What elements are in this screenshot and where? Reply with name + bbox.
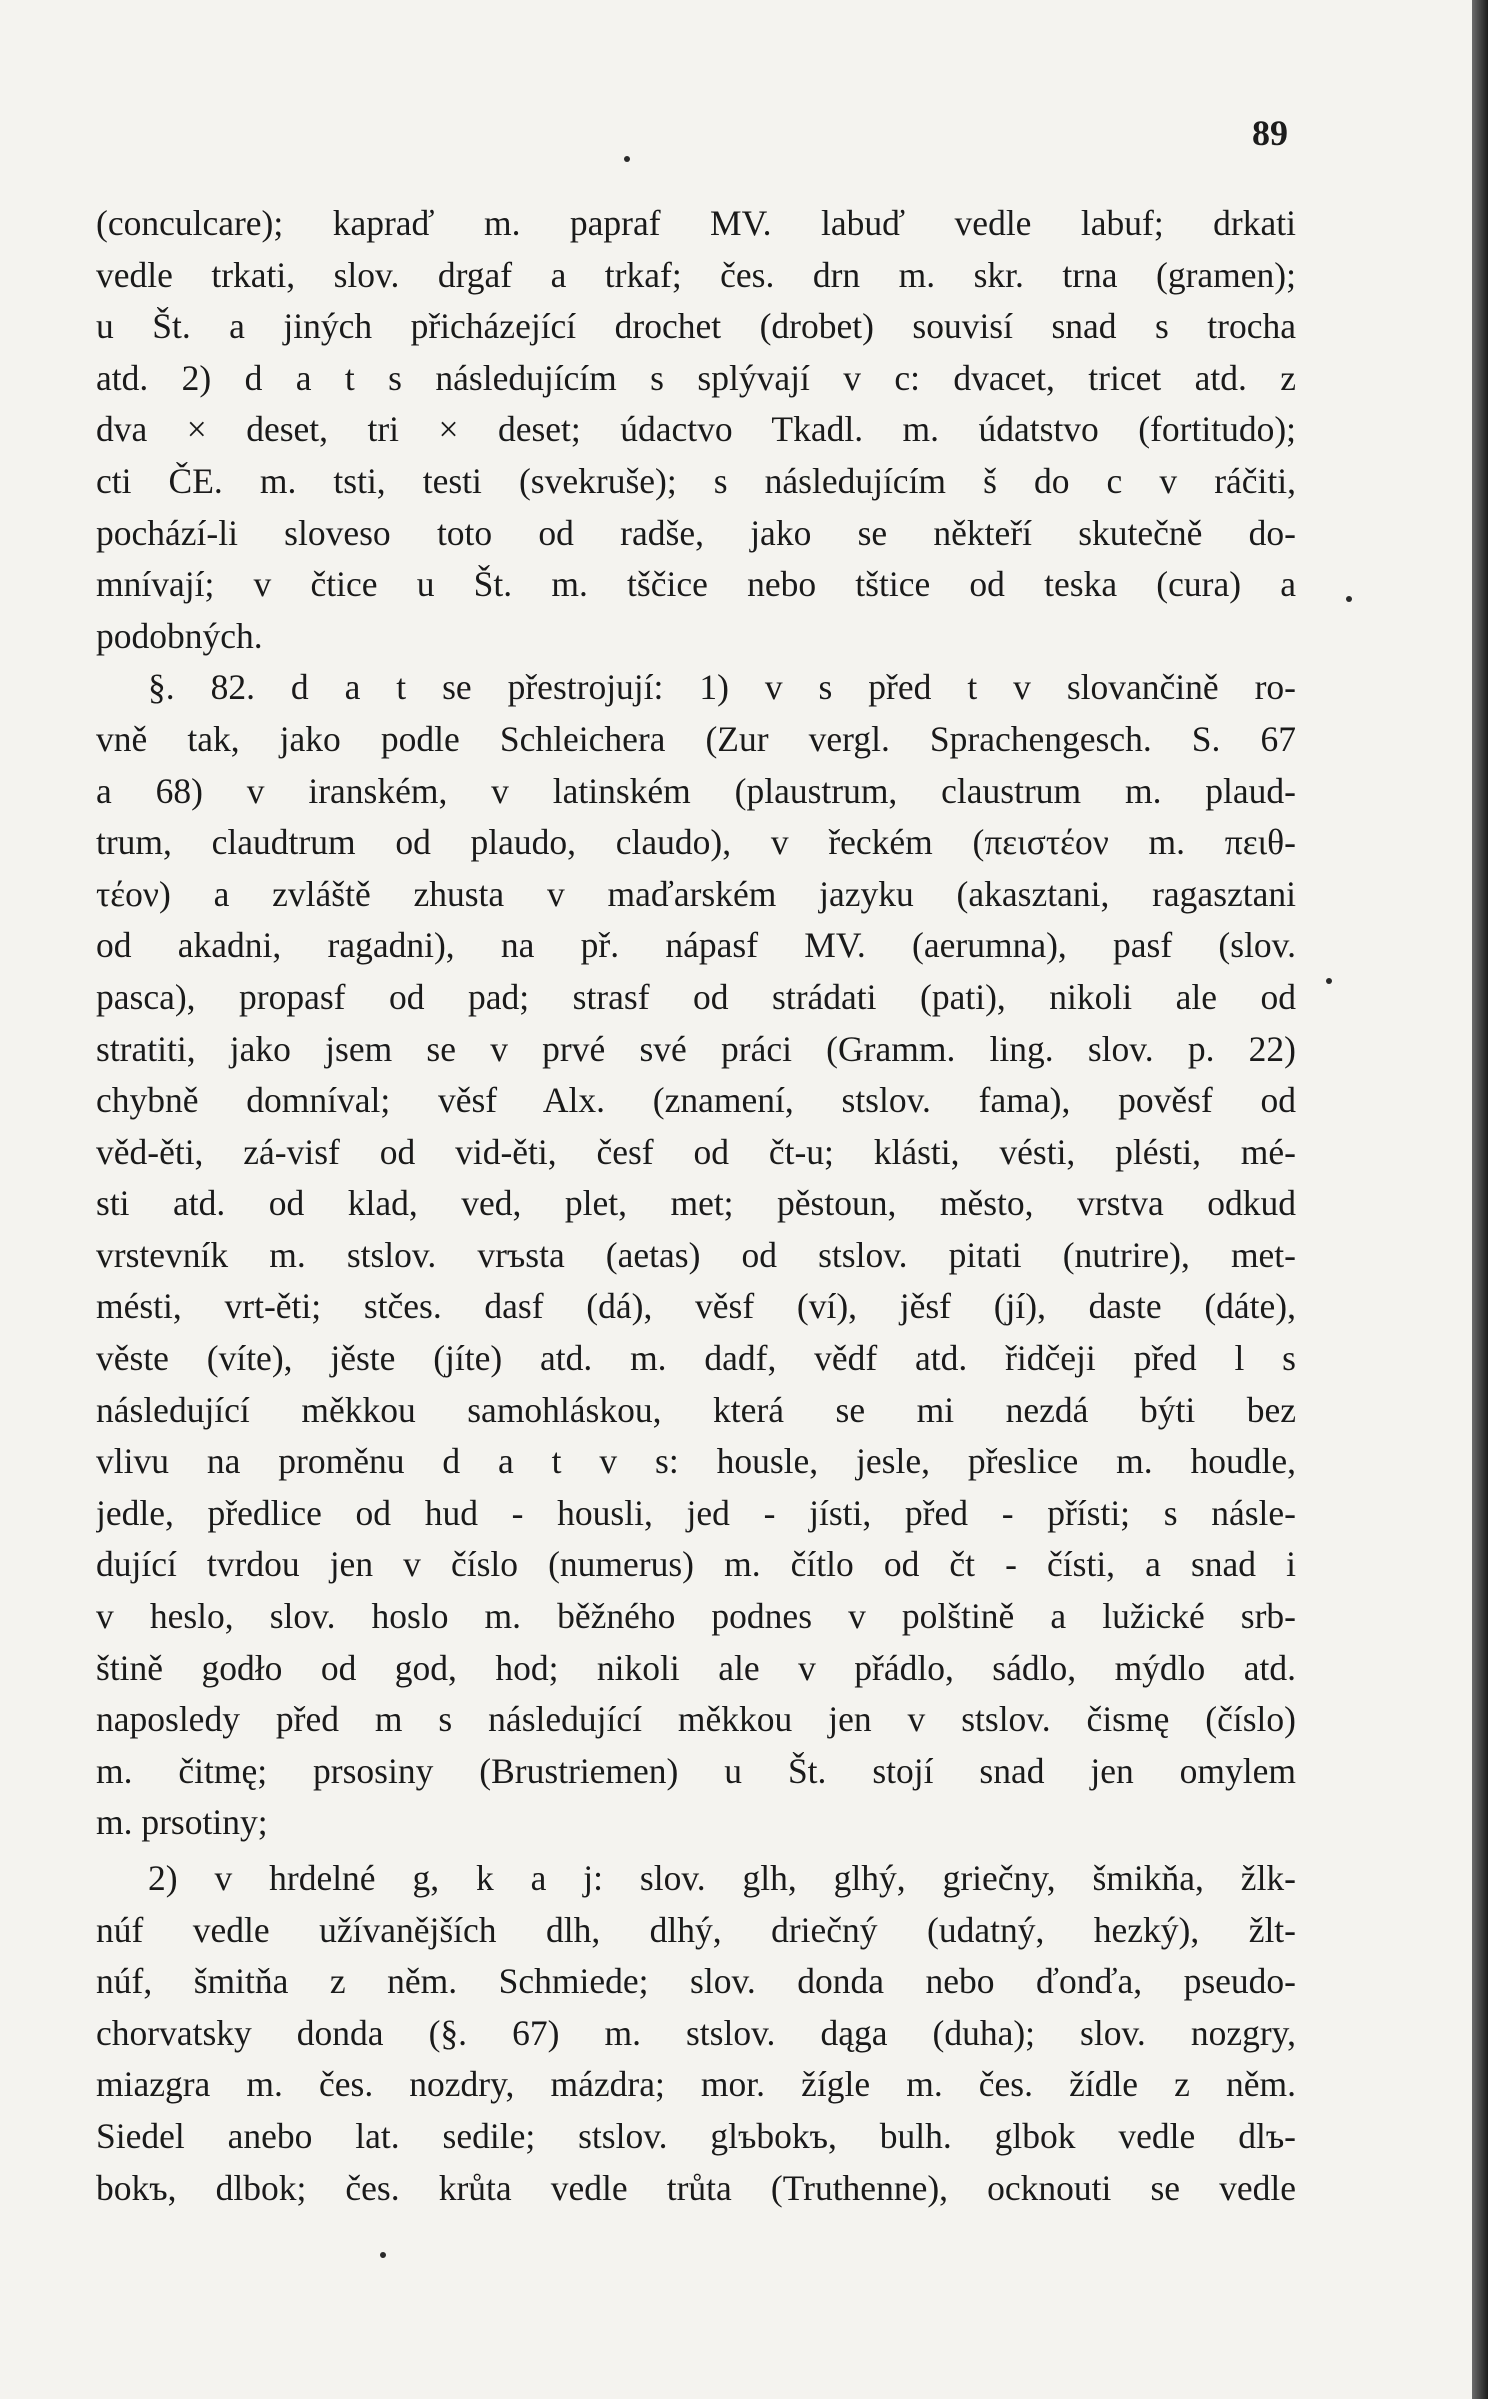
text-line: pochází-li sloveso toto od radše, jako se někteří skutečně do- <box>96 512 1296 553</box>
text-line: m. prsotiny; <box>96 1802 268 1843</box>
page-number: 89 <box>1252 113 1288 153</box>
text-line: vně tak, jako podle Schleichera (Zur vergl. Sprachengesch. S. 67 <box>96 718 1296 759</box>
text-line: stratiti, jako jsem se v prvé své práci (Gramm. ling. slov. p. 22) <box>96 1028 1296 1069</box>
text-block <box>96 198 1296 2214</box>
ink-speck <box>1326 978 1332 984</box>
text-line: vrstevník m. stslov. vrъsta (aetas) od stslov. pitati (nutrire), met- <box>96 1234 1296 1275</box>
text-line: núf, šmitňa z něm. Schmiede; slov. donda nebo ďonďa, pseudo- <box>96 1961 1296 2002</box>
text-line: v heslo, slov. hoslo m. běžného podnes v polštině a lužické srb- <box>96 1596 1296 1637</box>
ink-speck <box>1346 596 1352 602</box>
text-line: a 68) v iranském, v latinském (plaustrum, claustrum m. plaud- <box>96 770 1296 811</box>
text-line: sti atd. od klad, ved, plet, met; pěstoun, město, vrstva odkud <box>96 1183 1296 1224</box>
text-line: vedle trkati, slov. drgaf a trkaf; čes. drn m. skr. trna (gramen); <box>96 254 1296 295</box>
text-line: jedle, předlice od hud - housli, jed - jísti, před - přísti; s násle- <box>96 1492 1296 1533</box>
text-line: od akadni, ragadni), na př. nápasf MV. (aerumna), pasf (slov. <box>96 925 1296 966</box>
text-line: u Št. a jiných přicházející drochet (drobet) souvisí snad s trocha <box>96 306 1296 347</box>
text-line: chybně domníval; věsf Alx. (znamení, stslov. fama), pověsf od <box>96 1080 1296 1121</box>
text-line: následující měkkou samohláskou, která se mi nezdá býti bez <box>96 1389 1296 1430</box>
paragraph-1 <box>96 198 1296 662</box>
text-line: dující tvrdou jen v číslo (numerus) m. čítlo od čt - čísti, a snad i <box>96 1544 1296 1585</box>
page-edge-shadow <box>1472 0 1488 2399</box>
ink-speck <box>380 2252 386 2258</box>
text-line: mésti, vrt-ěti; stčes. dasf (dá), věsf (ví), jěsf (jí), daste (dáte), <box>96 1286 1296 1327</box>
text-line: miazgra m. čes. nozdry, mázdra; mor. žígle m. čes. žídle z něm. <box>96 2064 1296 2105</box>
ink-speck <box>624 156 630 162</box>
text-line: §. 82. d a t se přestrojují: 1) v s před t v slovančině ro- <box>148 667 1296 708</box>
text-line: τέον) a zvláště zhusta v maďarském jazyku (akasztani, ragasztani <box>96 873 1296 914</box>
text-line: štině godło od god, hod; nikoli ale v přádlo, sádlo, mýdlo atd. <box>96 1647 1296 1688</box>
paragraph-2 <box>96 662 1296 1849</box>
text-line: bokъ, dlbok; čes. krůta vedle trůta (Truthenne), ocknouti se vedle <box>96 2167 1296 2208</box>
text-line: vlivu na proměnu d a t v s: housle, jesle, přeslice m. houdle, <box>96 1441 1296 1482</box>
text-line: pasca), propasf od pad; strasf od strádati (pati), nikoli ale od <box>96 976 1296 1017</box>
paragraph-3 <box>96 1853 1296 2214</box>
text-line: podobných. <box>96 615 263 656</box>
text-line: (conculcare); kapraď m. papraf MV. labuď vedle labuf; drkati <box>96 203 1296 243</box>
text-line: chorvatsky donda (§. 67) m. stslov. dąga (duha); slov. nozgry, <box>96 2012 1296 2053</box>
text-line: trum, claudtrum od plaudo, claudo), v řeckém (πειστέον m. πειθ- <box>96 822 1296 863</box>
text-line: věste (víte), jěste (jíte) atd. m. dadf, vědf atd. řidčeji před l s <box>96 1338 1296 1379</box>
text-line: atd. 2) d a t s následujícím s splývají v c: dvacet, tricet atd. z <box>96 357 1296 398</box>
text-line: Siedel anebo lat. sedile; stslov. glъbokъ, bulh. glbok vedle dlъ- <box>96 2115 1296 2156</box>
text-line: cti ČE. m. tsti, testi (svekruše); s následujícím š do c v ráčiti, <box>96 460 1296 501</box>
text-line: naposledy před m s následující měkkou jen v stslov. čismę (číslo) <box>96 1699 1296 1740</box>
text-line: dva × deset, tri × deset; údactvo Tkadl. m. údatstvo (fortitudo); <box>96 409 1296 450</box>
text-line: núf vedle užívanějších dlh, dlhý, driečný (udatný, hezký), žlt- <box>96 1909 1296 1950</box>
text-line: věd-ěti, zá-visf od vid-ěti, česf od čt-u; klásti, vésti, plésti, mé- <box>96 1131 1296 1172</box>
text-line: 2) v hrdelné g, k a j: slov. glh, glhý, griečny, šmikňa, žlk- <box>148 1858 1296 1898</box>
text-line: m. čitmę; prsosiny (Brustriemen) u Št. stojí snad jen omylem <box>96 1750 1296 1791</box>
text-line: mnívají; v čtice u Št. m. tščice nebo tštice od teska (cura) a <box>96 564 1296 605</box>
